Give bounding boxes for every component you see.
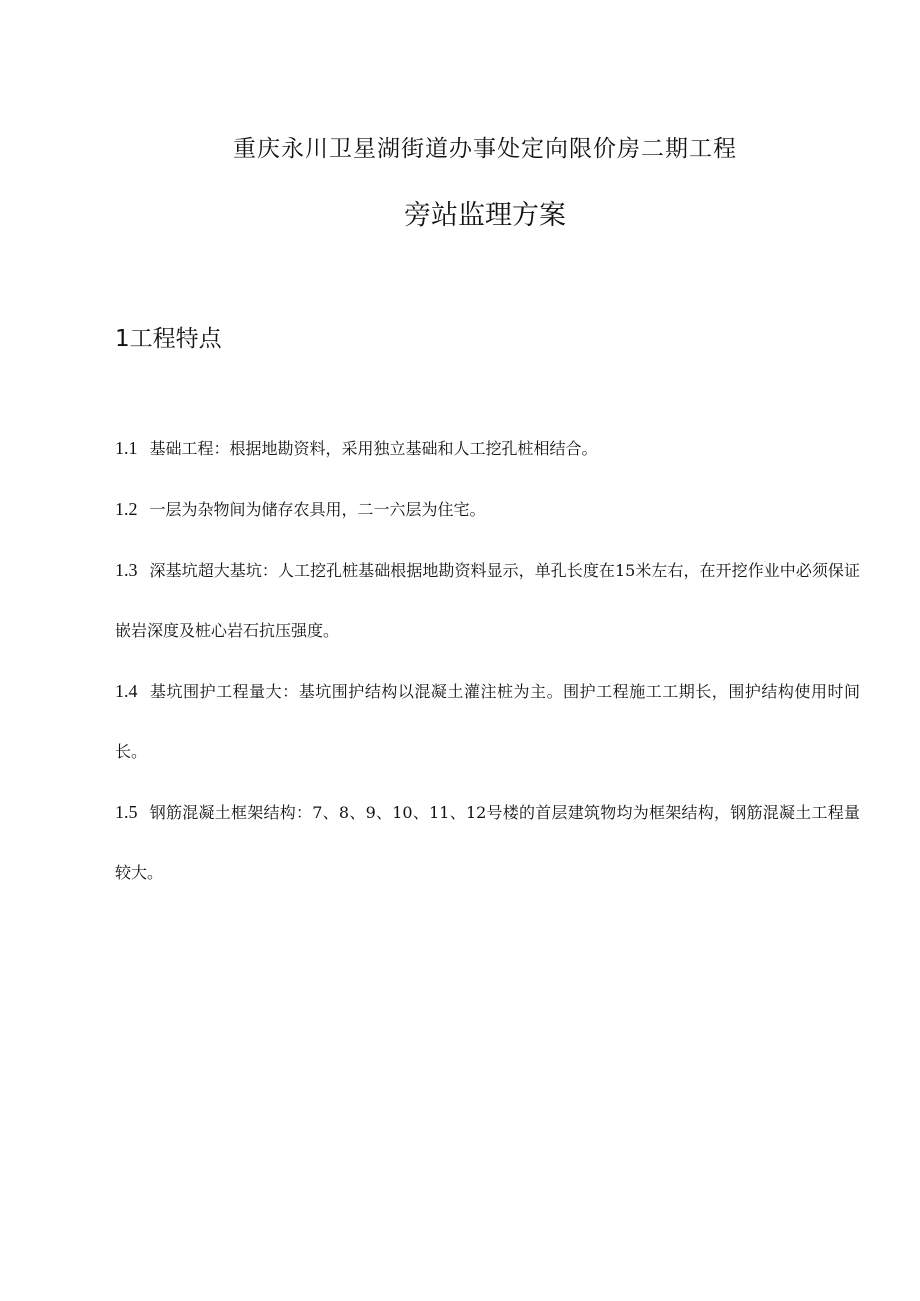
item-text: 一层为杂物间为储存农具用，二一六层为住宅。	[149, 500, 486, 519]
item-text: 深基坑超大基坑：人工挖孔桩基础根据地勘资料显示，单孔长度在15米左右，在开挖作业中必须保证嵌岩深度及桩心岩石抗压强度。	[115, 561, 860, 640]
list-item	[115, 782, 860, 903]
list-item	[115, 540, 860, 661]
list-item	[115, 479, 860, 540]
item-number: 1.5	[115, 802, 138, 822]
feature-list	[115, 418, 860, 903]
item-text: 基坑围护工程量大：基坑围护结构以混凝土灌注桩为主。围护工程施工工期长，围护结构使用时间长。	[115, 682, 860, 761]
item-number: 1.4	[115, 681, 138, 701]
item-number: 1.2	[115, 499, 138, 519]
list-item	[115, 418, 860, 479]
list-item	[115, 661, 860, 782]
document-subtitle: 旁站监理方案	[404, 200, 566, 231]
item-text: 钢筋混凝土框架结构：7、8、9、10、11、12号楼的首层建筑物均为框架结构，钢筋混凝土工程量较大。	[115, 803, 860, 882]
section-heading: 1工程特点	[115, 326, 222, 352]
item-text: 基础工程：根据地勘资料，采用独立基础和人工挖孔桩相结合。	[149, 439, 598, 458]
item-number: 1.3	[115, 560, 138, 580]
document-title: 重庆永川卫星湖街道办事处定向限价房二期工程	[233, 136, 737, 162]
item-number: 1.1	[115, 438, 138, 458]
